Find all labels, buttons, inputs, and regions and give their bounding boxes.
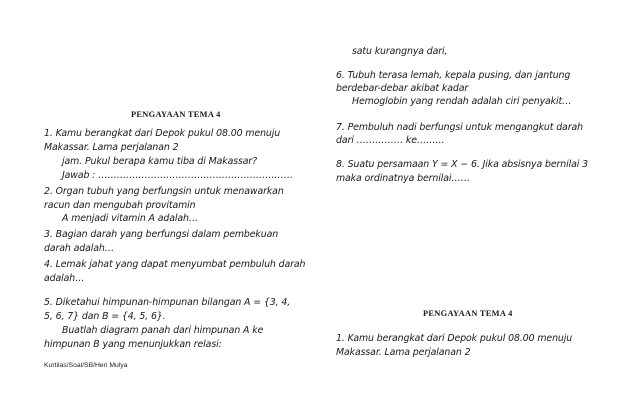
question-1-repeat-line-2: Makassar. Lama perjalanan 2: [336, 347, 471, 358]
question-1-repeat-line-1: 1. Kamu berangkat dari Depok pukul 08.00 menuju: [336, 333, 573, 344]
page-title-right: PENGAYAAN TEMA 4: [423, 309, 513, 318]
question-5-line-3: Buatlah diagram panah dari himpunan A ke: [62, 325, 264, 336]
question-5-line-4: himpunan B yang menunjukkan relasi:: [44, 339, 222, 350]
question-4-line-2: adalah…: [44, 273, 85, 284]
question-2-line-2: racun dan mengubah provitamin: [44, 200, 196, 211]
question-5-line-1: 5. Diketahui himpunan-himpunan bilangan A = {3, 4,: [44, 297, 291, 308]
question-6-line-1: 6. Tubuh terasa lemah, kepala pusing, dan jantung: [336, 70, 571, 81]
question-5-continuation: satu kurangnya dari,: [352, 46, 448, 57]
question-7-line-2: dari …………… ke………: [336, 135, 445, 146]
question-3-line-2: darah adalah…: [44, 243, 115, 254]
question-7-line-1: 7. Pembuluh nadi berfungsi untuk mengangkut darah: [336, 122, 583, 133]
page-title-left: PENGAYAAN TEMA 4: [131, 110, 221, 119]
page-footer: Kurtilas/Soal/SB/Heri Mulya: [44, 362, 128, 369]
question-1-line-1: 1. Kamu berangkat dari Depok pukul 08.00 menuju: [44, 128, 281, 139]
question-6-line-3: Hemoglobin yang rendah adalah ciri penyakit…: [352, 96, 572, 107]
question-4-line-1: 4. Lemak jahat yang dapat menyumbat pembuluh darah: [44, 259, 306, 270]
question-8-line-1: 8. Suatu persamaan Y = X − 6. Jika absisnya bernilai 3: [336, 159, 589, 170]
question-5-line-2: 5, 6, 7} dan B = {4, 5, 6}.: [44, 311, 166, 322]
question-1-answer-line: Jawab : ………………………………………………………: [62, 170, 293, 181]
question-1-line-3: jam. Pukul berapa kamu tiba di Makassar?: [62, 156, 258, 167]
question-3-line-1: 3. Bagian darah yang berfungsi dalam pembekuan: [44, 229, 279, 240]
question-8-line-2: maka ordinatnya bernilai……: [336, 173, 470, 184]
question-2-line-1: 2. Organ tubuh yang berfungsin untuk menawarkan: [44, 186, 284, 197]
question-1-line-2: Makassar. Lama perjalanan 2: [44, 142, 179, 153]
question-2-line-3: A menjadi vitamin A adalah…: [62, 213, 199, 224]
question-6-line-2: berdebar-debar akibat kadar: [336, 83, 469, 94]
